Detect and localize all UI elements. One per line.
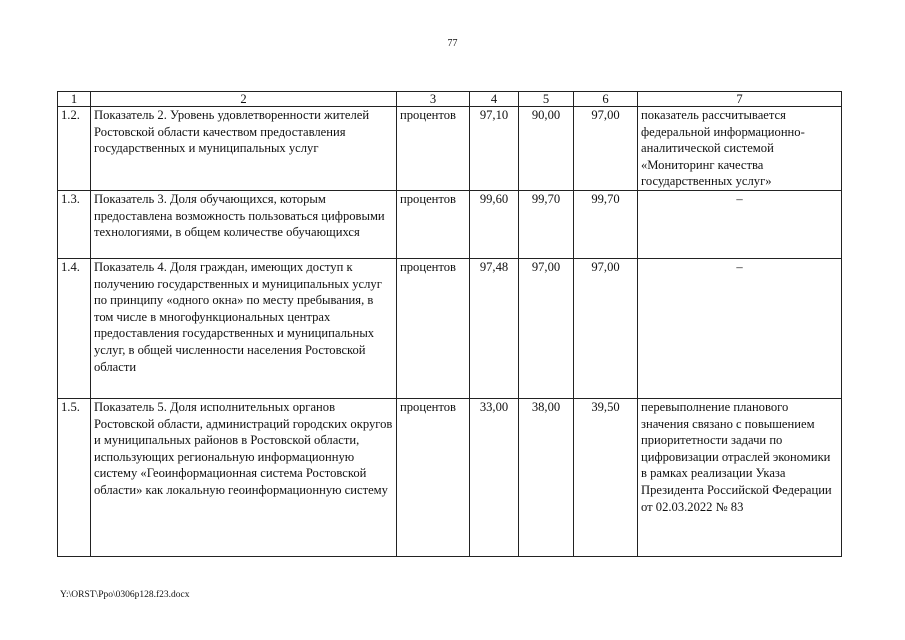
value-col-4: 97,48 [470, 259, 519, 399]
unit-cell: процентов [397, 399, 470, 557]
value-col-6: 97,00 [574, 259, 638, 399]
page-number: 77 [447, 38, 458, 49]
value-col-6: 97,00 [574, 107, 638, 191]
note-cell: – [638, 191, 842, 259]
row-number: 1.5. [58, 399, 91, 557]
row-number: 1.4. [58, 259, 91, 399]
header-col-6: 6 [574, 92, 638, 107]
indicator-text: Показатель 5. Доля исполнительных органов Ростовской области, администраций городских округов и муниципальных районов в Ростовской области, использующих региональную информационную систему «Геоинформационная система Ростовской области» как локальную геоинформационную систему [91, 399, 397, 557]
header-col-7: 7 [638, 92, 842, 107]
indicator-text: Показатель 3. Доля обучающихся, которым предоставлена возможность пользоваться цифровыми технологиями, в общем количестве обучающихся [91, 191, 397, 259]
indicator-text: Показатель 4. Доля граждан, имеющих доступ к получению государственных и муниципальных услуг по принципу «одного окна» по месту пребывания, в том числе в многофункциональных центрах предоставления государственных и муниципальных услуг, в общей численности населения Ростовской области [91, 259, 397, 399]
value-col-4: 99,60 [470, 191, 519, 259]
header-row [58, 92, 842, 107]
value-col-5: 38,00 [519, 399, 574, 557]
value-col-4: 33,00 [470, 399, 519, 557]
table-row [58, 191, 842, 259]
indicator-text: Показатель 2. Уровень удовлетворенности жителей Ростовской области качеством предоставления государственных и муниципальных услуг [91, 107, 397, 191]
note-cell: – [638, 259, 842, 399]
value-col-6: 39,50 [574, 399, 638, 557]
header-col-1: 1 [58, 92, 91, 107]
value-col-5: 97,00 [519, 259, 574, 399]
table-row [58, 259, 842, 399]
value-col-6: 99,70 [574, 191, 638, 259]
table-row [58, 399, 842, 557]
header-col-5: 5 [519, 92, 574, 107]
value-col-4: 97,10 [470, 107, 519, 191]
note-cell: перевыполнение планового значения связано с повышением приоритетности задачи по цифровизации отраслей экономики в рамках реализации Указа Президента Российской Федерации от 02.03.2022 № 83 [638, 399, 842, 557]
unit-cell: процентов [397, 107, 470, 191]
value-col-5: 90,00 [519, 107, 574, 191]
header-col-4: 4 [470, 92, 519, 107]
file-path-footer: Y:\ORST\Ppo\0306p128.f23.docx [60, 590, 190, 600]
table-row [58, 107, 842, 191]
unit-cell: процентов [397, 191, 470, 259]
header-col-3: 3 [397, 92, 470, 107]
header-col-2: 2 [91, 92, 397, 107]
row-number: 1.3. [58, 191, 91, 259]
indicators-table [57, 91, 842, 557]
value-col-5: 99,70 [519, 191, 574, 259]
note-cell: показатель рассчитывается федеральной информационно-аналитической системой «Мониторинг качества государственных услуг» [638, 107, 842, 191]
unit-cell: процентов [397, 259, 470, 399]
row-number: 1.2. [58, 107, 91, 191]
